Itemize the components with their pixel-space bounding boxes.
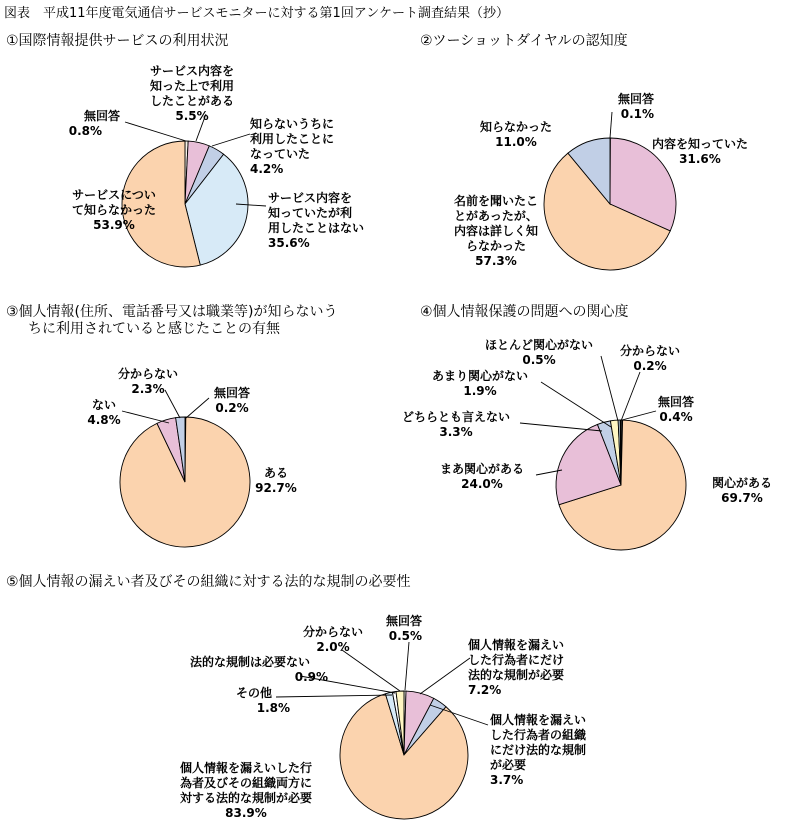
slice-label: サービス内容を: [149, 64, 235, 78]
slice-value: 31.6%: [679, 152, 721, 166]
slice-label: その他: [235, 686, 272, 700]
slice-label: あまり関心がない: [431, 369, 529, 383]
slice-label: した行為者にだけ: [468, 653, 565, 667]
slice-label: したことがある: [149, 94, 235, 108]
pie-chart-4: [402, 303, 772, 550]
chart-title: ②ツーショットダイヤルの認知度: [420, 33, 628, 49]
slice-label: 無回答: [213, 386, 251, 400]
slice-value: 3.7%: [490, 773, 524, 787]
slice-value: 69.7%: [721, 491, 763, 505]
leader-line: [165, 390, 180, 418]
chart-title: ①国際情報提供サービスの利用状況: [6, 33, 229, 49]
slice-label: 知らないうちに: [250, 117, 335, 131]
leader-line: [622, 411, 656, 420]
slice-label: とがあったが、: [454, 209, 538, 223]
slice-value: 0.5%: [522, 353, 556, 367]
chart-title: ③個人情報(住所、電話番号又は職業等)が知らないう: [6, 304, 338, 320]
pie-chart-5: [6, 573, 586, 820]
slice-label: ある: [263, 466, 289, 480]
slice-label: 知らなかった: [479, 120, 553, 134]
slice-value: 0.1%: [620, 107, 654, 121]
slice-label: 知っていたが利: [268, 206, 353, 220]
slice-label: した行為者の組織: [490, 728, 587, 742]
slice-value: 0.9%: [294, 670, 328, 684]
leader-line: [212, 134, 250, 146]
slice-value: 92.7%: [255, 481, 297, 495]
slice-label: サービスについ: [72, 188, 156, 202]
slice-label: サービス内容を: [268, 191, 353, 205]
slice-value: 24.0%: [461, 477, 503, 491]
leader-line: [186, 398, 209, 418]
slice-label: なっていた: [250, 147, 311, 161]
slice-label: 知った上で利用: [149, 79, 235, 93]
slice-label: 無回答: [617, 92, 655, 106]
slice-label: 法的な規制は必要ない: [189, 655, 310, 669]
slice-label: 為者及びその組織両方に: [179, 776, 313, 790]
leader-line: [125, 122, 186, 141]
slice-label: ない: [91, 398, 117, 412]
pie-chart-2: [420, 32, 748, 270]
slice-value: 4.8%: [87, 413, 121, 427]
slice-label: 無回答: [83, 109, 120, 123]
leader-line: [610, 112, 612, 138]
slice-label: 個人情報を漏えい: [490, 713, 587, 727]
leader-line: [276, 695, 392, 697]
chart-title: ④個人情報保護の問題への関心度: [420, 304, 629, 320]
pie-chart-1: [6, 32, 364, 267]
leader-line: [541, 382, 611, 427]
slice-label: 分からない: [302, 625, 364, 639]
slice-label: て知らなかった: [71, 203, 157, 217]
leader-line: [420, 658, 470, 694]
slice-label: 内容は詳しく知: [453, 224, 539, 238]
slice-value: 0.5%: [388, 629, 422, 643]
leader-line: [405, 642, 409, 690]
slice-label: 分からない: [117, 367, 179, 381]
slice-label: 用したことはない: [268, 221, 365, 235]
slice-label: どちらとも言えない: [401, 410, 511, 424]
slice-label: 無回答: [385, 614, 423, 628]
slice-label: 個人情報を漏えい: [468, 638, 565, 652]
slice-value: 7.2%: [468, 683, 502, 697]
slice-label: 内容を知っていた: [651, 137, 749, 151]
slice-label: にだけ法的な規制: [490, 743, 587, 757]
slice-label: ほとんど関心がない: [484, 338, 594, 352]
slice-label: 法的な規制が必要: [468, 668, 565, 682]
slice-label: 名前を聞いたこ: [453, 194, 539, 208]
slice-label: 分からない: [619, 344, 681, 358]
chart-title: ちに利用されていると感じたことの有無: [28, 321, 280, 337]
slice-label: 関心がある: [711, 476, 773, 490]
slice-value: 5.5%: [175, 109, 209, 123]
slice-value: 53.9%: [93, 218, 135, 232]
slice-value: 2.3%: [131, 382, 165, 396]
slice-value: 3.3%: [439, 425, 473, 439]
slice-label: 対する法的な規制が必要: [179, 791, 313, 805]
slice-value: 0.2%: [215, 401, 249, 415]
slice-label: 利用したことに: [250, 132, 335, 146]
leader-line: [601, 356, 618, 421]
chart-title: ⑤個人情報の漏えい者及びその組織に対する法的な規制の必要性: [6, 574, 411, 590]
slice-label: まあ関心がある: [439, 462, 525, 476]
slice-label: らなかった: [465, 239, 527, 253]
slice-value: 4.2%: [250, 162, 284, 176]
slice-value: 0.2%: [633, 359, 667, 373]
slice-label: 個人情報を漏えいした行: [179, 761, 313, 775]
slice-value: 11.0%: [495, 135, 537, 149]
slice-value: 0.8%: [68, 124, 102, 138]
slice-value: 2.0%: [316, 640, 350, 654]
slice-label: 無回答: [657, 395, 695, 409]
leader-line: [621, 372, 640, 421]
pie-chart-3: [6, 303, 337, 547]
slice-value: 1.9%: [463, 384, 497, 398]
slice-value: 83.9%: [225, 806, 267, 820]
leader-line: [122, 411, 169, 423]
slice-value: 1.8%: [256, 701, 290, 715]
page-title: 図表 平成11年度電気通信サービスモニターに対する第1回アンケート調査結果（抄）: [4, 6, 510, 21]
slice-value: 0.4%: [659, 410, 693, 424]
charts: [6, 32, 772, 820]
leader-line: [520, 423, 602, 431]
slice-label: が必要: [490, 758, 527, 772]
slice-value: 35.6%: [268, 236, 310, 250]
slice-value: 57.3%: [475, 254, 517, 268]
